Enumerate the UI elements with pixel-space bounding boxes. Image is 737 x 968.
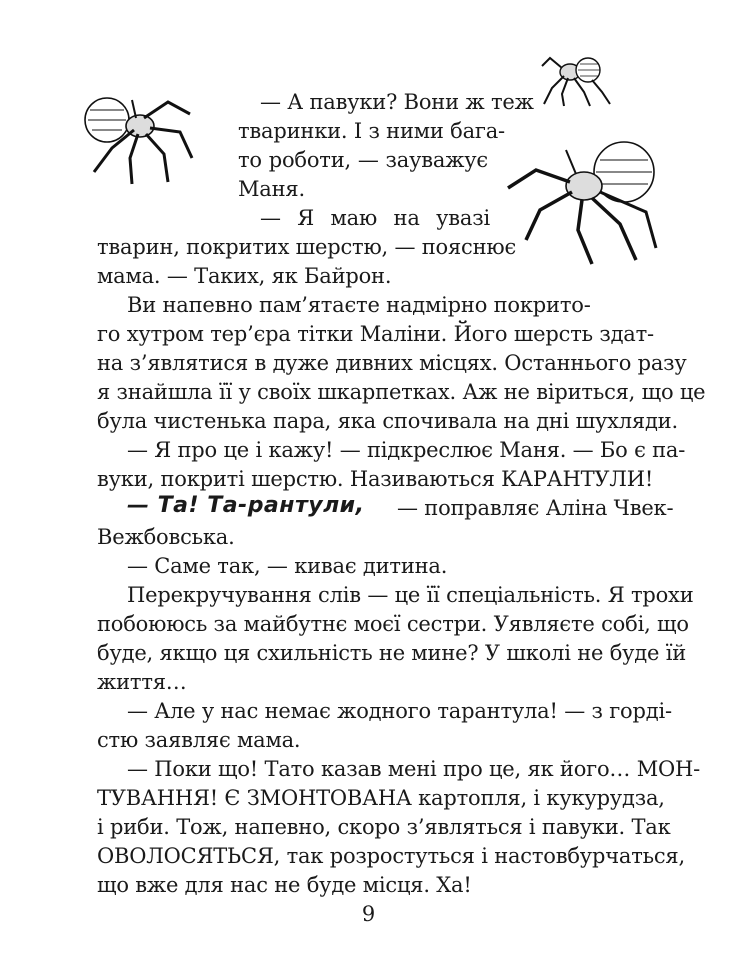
text-line: — Я про це і кажу! — підкреслює Маня. — Бо є па- xyxy=(127,438,686,462)
text-line: — поправляє Аліна Чвек- xyxy=(397,496,674,520)
text-line: на з’являтися в дуже дивних місцях. Останнього разу xyxy=(97,351,687,375)
text-line: мама. — Таких, як Байрон. xyxy=(97,264,392,288)
text-line: побоююсь за майбутнє моєї сестри. Уявляєте собі, що xyxy=(97,612,689,636)
text-line: тваринки. І з ними бага- xyxy=(238,119,505,143)
spider-icon-small xyxy=(540,48,620,108)
text-line: — Але у нас немає жодного тарантула! — з горді- xyxy=(127,699,672,723)
handwritten-text: — Та! Та-рантули, xyxy=(127,493,365,518)
spider-icon-right xyxy=(496,130,666,270)
text-line: була чистенька пара, яка спочивала на дні шухляди. xyxy=(97,409,678,433)
text-line: Перекручування слів — це її спеціальність. Я трохи xyxy=(127,583,694,607)
text-line: я знайшла її у своїх шкарпетках. Аж не віриться, що це xyxy=(97,380,706,404)
text-line: ТУВАННЯ! Є ЗМОНТОВАНА картопля, і кукурудза, xyxy=(97,786,665,810)
text-line: — Я маю на увазі xyxy=(260,206,490,230)
text-line: ОВОЛОСЯТЬСЯ, так розростуться і настовбурчаться, xyxy=(97,844,685,868)
text-line: го хутром тер’єра тітки Маліни. Його шерсть здат- xyxy=(97,322,654,346)
text-line: стю заявляє мама. xyxy=(97,728,301,752)
text-line: тварин, покритих шерстю, — пояснює xyxy=(97,235,517,259)
text-line: — Саме так, — киває дитина. xyxy=(127,554,448,578)
page-number: 9 xyxy=(361,902,376,926)
text-line: буде, якщо ця схильність не мине? У школі не буде їй xyxy=(97,641,687,665)
text-line: — А павуки? Вони ж теж xyxy=(260,90,534,114)
text-line: Вежбовська. xyxy=(97,525,235,549)
text-line: що вже для нас не буде місця. Ха! xyxy=(97,873,472,897)
spider-icon-left xyxy=(72,88,212,188)
text-line: то роботи, — зауважує xyxy=(238,148,488,172)
text-line: Маня. xyxy=(238,177,305,201)
text-line: — Поки що! Тато казав мені про це, як його… МОН- xyxy=(127,757,701,781)
text-line: Ви напевно пам’ятаєте надмірно покрито- xyxy=(127,293,591,317)
text-line: вуки, покриті шерстю. Називаються КАРАНТУЛИ! xyxy=(97,467,654,491)
text-line: життя… xyxy=(97,670,187,694)
text-line: і риби. Тож, напевно, скоро з’являться і павуки. Так xyxy=(97,815,671,839)
